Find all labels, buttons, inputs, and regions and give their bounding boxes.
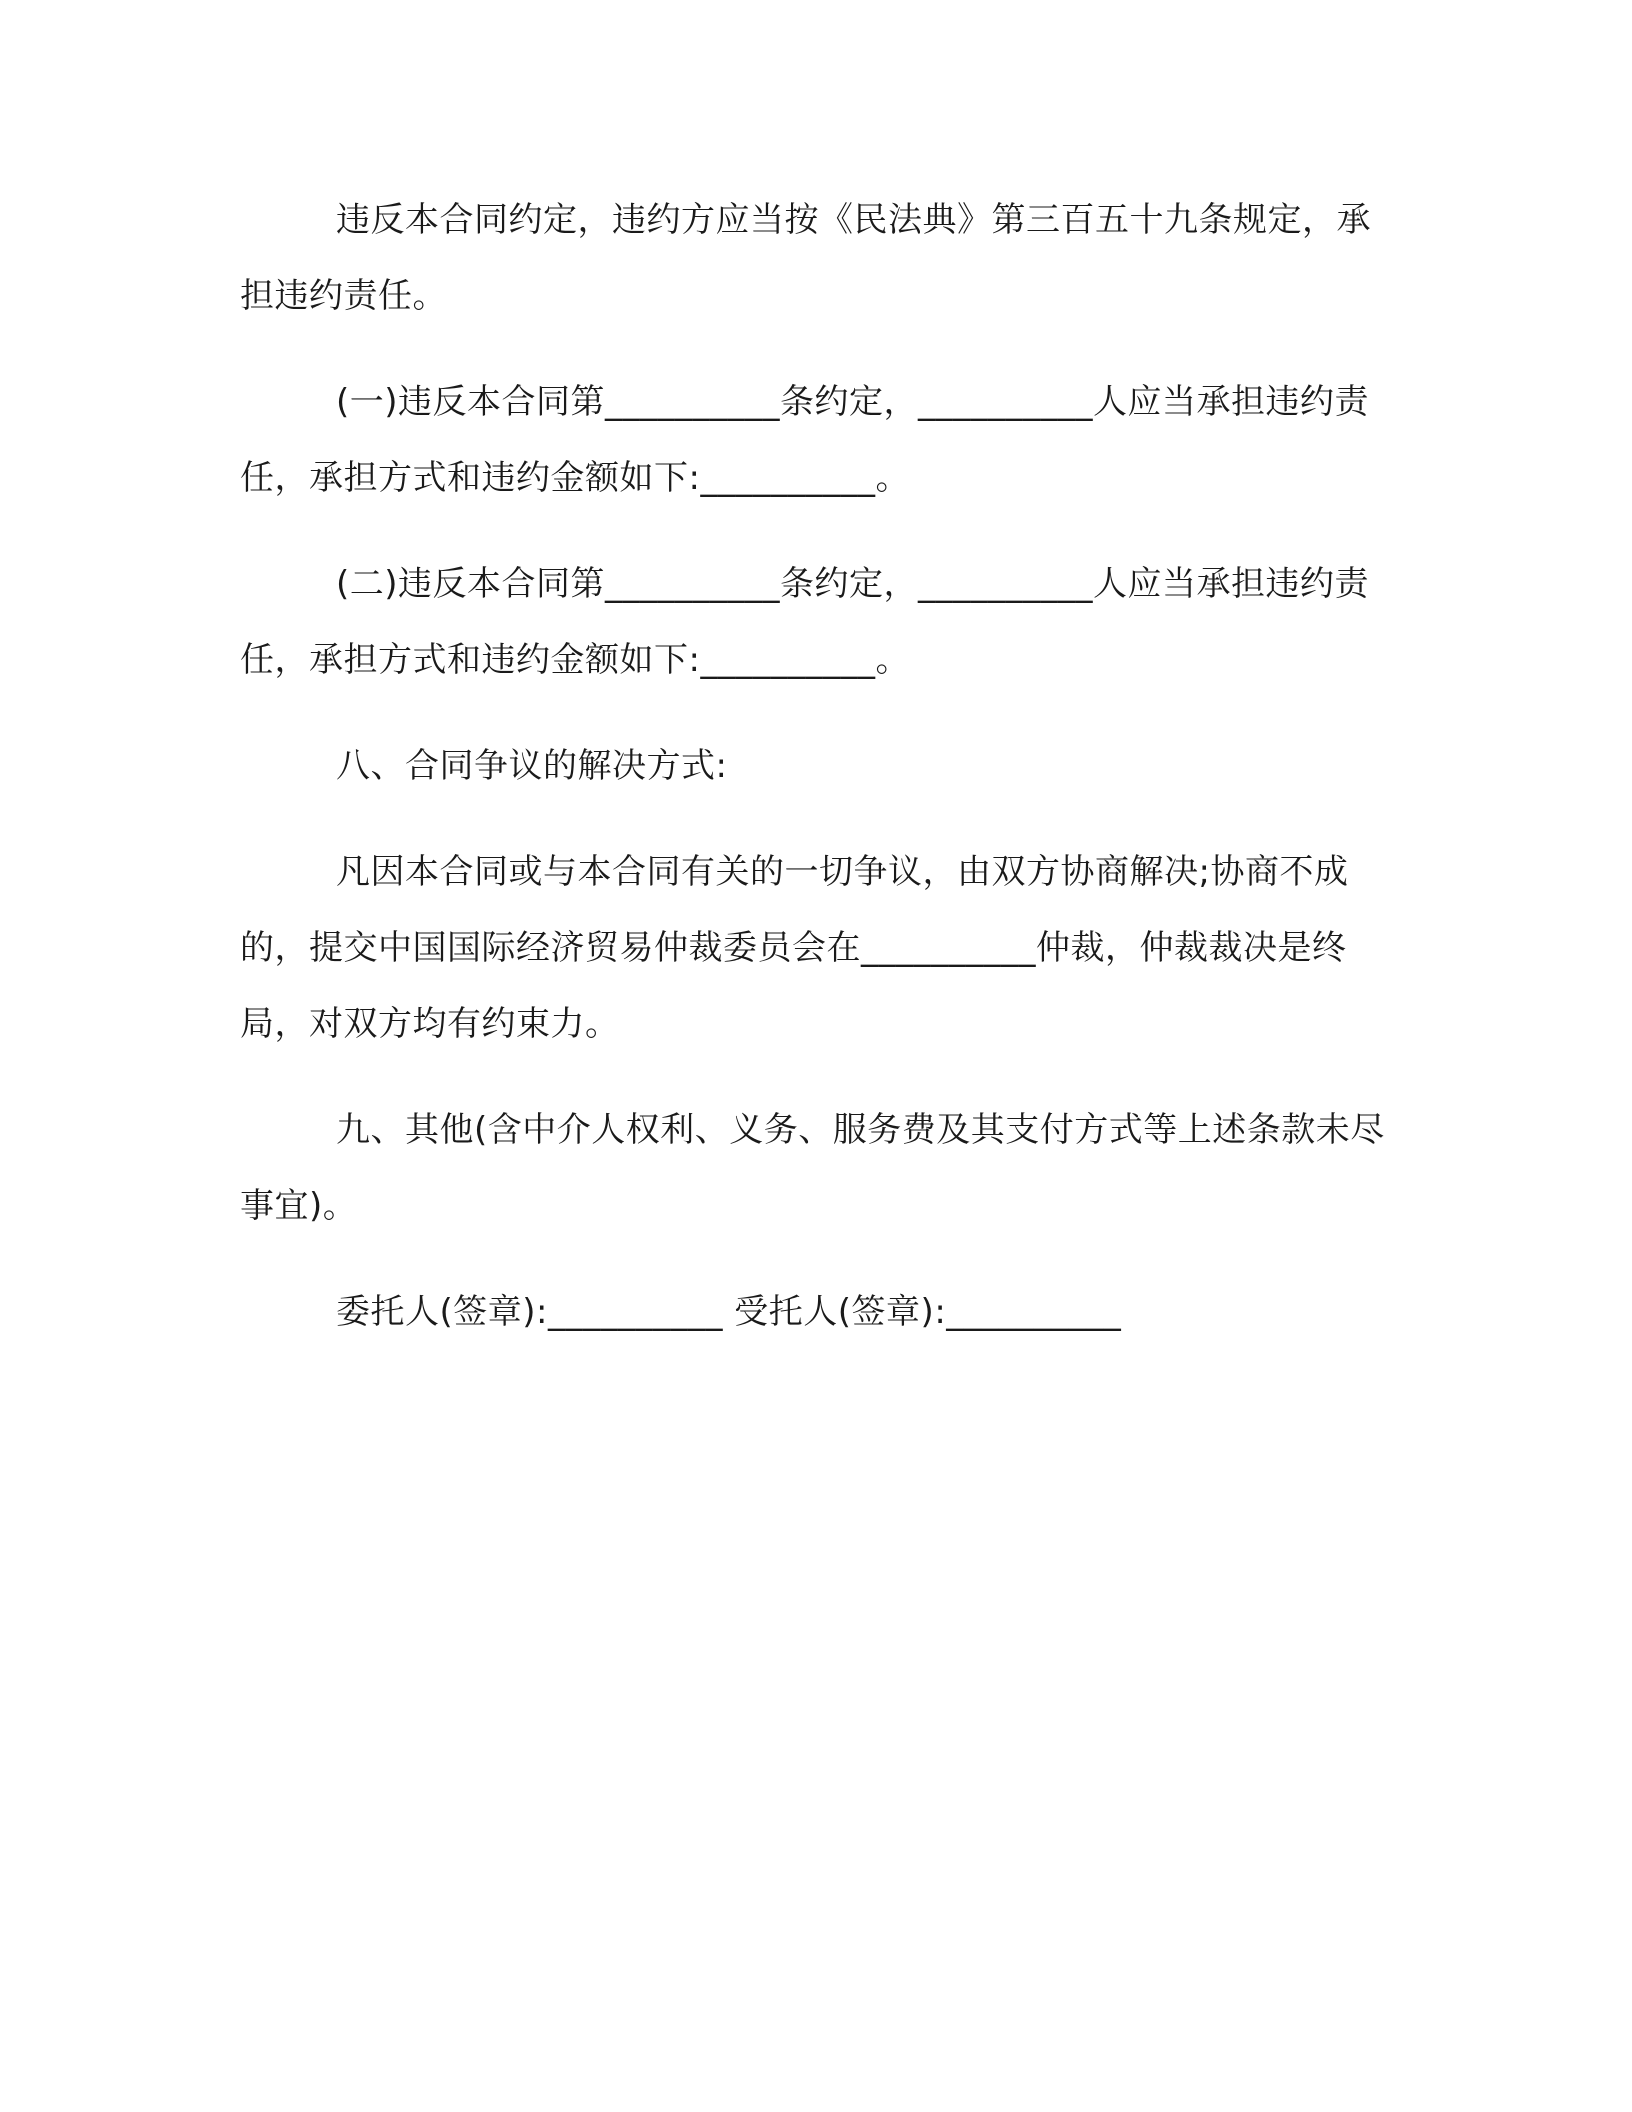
paragraph-liability-intro: 违反本合同约定，违约方应当按《民法典》第三百五十九条规定，承担违约责任。 <box>240 200 1371 316</box>
section-heading-other: 九、其他(含中介人权利、义务、服务费及其支付方式等上述条款未尽事宜)。 <box>240 1110 1385 1226</box>
signature-line: 委托人(签章):__________ 受托人(签章):__________ <box>336 1292 1122 1332</box>
section-heading-dispute-resolution: 八、合同争议的解决方式: <box>336 746 728 786</box>
document-body <box>240 182 1390 1380</box>
paragraph-dispute-resolution: 凡因本合同或与本合同有关的一切争议，由双方协商解决;协商不成的，提交中国国际经济贸易仲裁委员会在__________仲裁，仲裁裁决是终局，对双方均有约束力。 <box>240 852 1349 1044</box>
paragraph-breach-clause-1: (一)违反本合同第__________条约定，__________人应当承担违约责任，承担方式和违约金额如下:__________。 <box>240 382 1370 498</box>
paragraph-breach-clause-2: (二)违反本合同第__________条约定，__________人应当承担违约责任，承担方式和违约金额如下:__________。 <box>240 564 1370 680</box>
